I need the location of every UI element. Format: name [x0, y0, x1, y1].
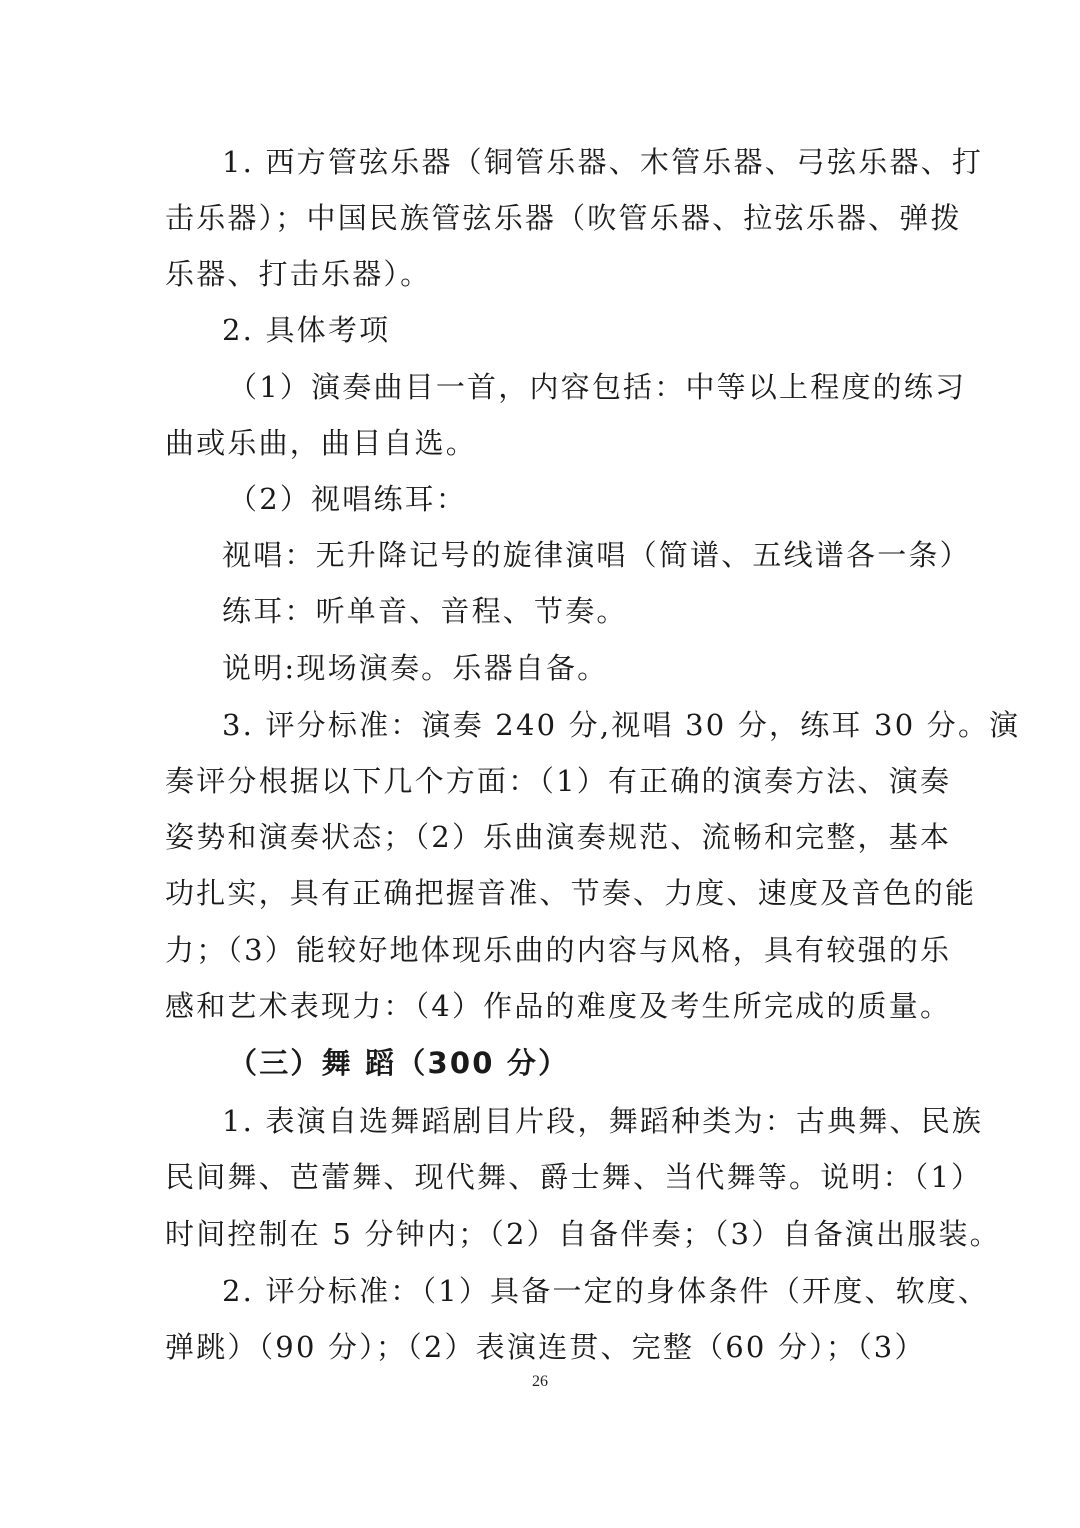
paragraph-line: 力；（3）能较好地体现乐曲的内容与风格，具有较强的乐	[165, 933, 952, 967]
page-number: 26	[532, 1373, 548, 1390]
paragraph-line: 说明:现场演奏。乐器自备。	[222, 651, 609, 685]
paragraph-line: 1. 表演自选舞蹈剧目片段，舞蹈种类为：古典舞、民族	[222, 1104, 984, 1138]
paragraph-line: 练耳：听单音、音程、节奏。	[222, 594, 628, 628]
paragraph-line: 奏评分根据以下几个方面：（1）有正确的演奏方法、演奏	[165, 764, 952, 798]
section-heading: （三）舞 蹈（300 分）	[228, 1046, 570, 1080]
paragraph-line: 感和艺术表现力：（4）作品的难度及考生所完成的质量。	[165, 989, 952, 1023]
paragraph-line: 民间舞、芭蕾舞、现代舞、爵士舞、当代舞等。说明：（1）	[165, 1160, 983, 1194]
paragraph-line: 1. 西方管弦乐器（铜管乐器、木管乐器、弓弦乐器、打	[222, 145, 984, 179]
paragraph-line: 击乐器）；中国民族管弦乐器（吹管乐器、拉弦乐器、弹拨	[165, 201, 962, 235]
paragraph-line: 功扎实，具有正确把握音准、节奏、力度、速度及音色的能	[165, 876, 977, 910]
paragraph-line: 3. 评分标准：演奏 240 分,视唱 30 分，练耳 30 分。演	[222, 708, 1021, 742]
paragraph-line: 弹跳）（90 分）；（2）表演连贯、完整（60 分）；（3）	[165, 1330, 926, 1364]
paragraph-line: （2）视唱练耳：	[228, 482, 468, 516]
paragraph-line: 姿势和演奏状态；（2）乐曲演奏规范、流畅和完整，基本	[165, 820, 952, 854]
paragraph-line: 乐器、打击乐器）。	[165, 257, 432, 291]
paragraph-line: （1）演奏曲目一首，内容包括：中等以上程度的练习	[228, 370, 967, 404]
paragraph-line: 时间控制在 5 分钟内；（2）自备伴奏；（3）自备演出服装。	[165, 1217, 1001, 1251]
paragraph-line: 视唱：无升降记号的旋律演唱（简谱、五线谱各一条）	[222, 538, 971, 572]
paragraph-line: 曲或乐曲，曲目自选。	[165, 426, 478, 460]
paragraph-line: 2. 具体考项	[222, 313, 391, 347]
paragraph-line: 2. 评分标准：（1）具备一定的身体条件（开度、软度、	[222, 1274, 990, 1308]
